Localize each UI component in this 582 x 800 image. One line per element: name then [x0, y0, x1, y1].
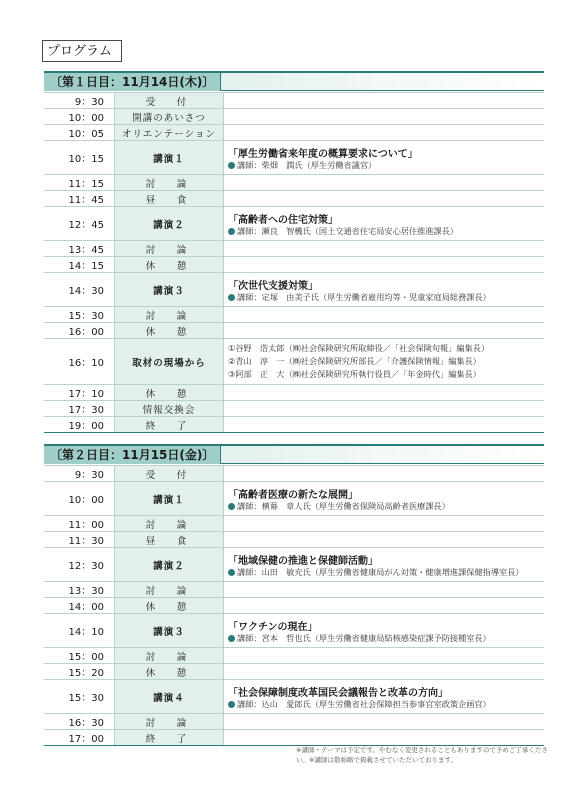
- schedule-row: [44, 547, 544, 581]
- row-detail: [224, 93, 544, 108]
- row-time: 9：30: [74, 470, 104, 481]
- row-detail: [224, 664, 544, 679]
- row-time: 11：00: [68, 520, 104, 531]
- day2-header-label: 〔第２日目：11月15日(金)〕: [44, 446, 221, 464]
- row-time: 11：15: [68, 179, 104, 190]
- row-label: オリエンテーション: [114, 125, 224, 140]
- page-title: プログラム: [42, 40, 122, 62]
- schedule-row: [44, 613, 544, 647]
- row-label: 講演２: [114, 548, 224, 581]
- speaker-line: [228, 501, 544, 512]
- row-time: 14：00: [68, 602, 104, 613]
- bullet-dot-icon: [228, 503, 235, 510]
- row-detail: [224, 714, 544, 729]
- speaker-line: [228, 292, 544, 303]
- row-time: 9：30: [74, 97, 104, 108]
- schedule-row: [44, 322, 544, 338]
- row-time: 19：00: [68, 421, 104, 432]
- speaker-line: [228, 699, 544, 710]
- speaker-text: 講師：瀬良 智機氏（国土交通省住宅局安心居住推進課長）: [237, 225, 459, 236]
- schedule-row: [44, 124, 544, 140]
- bullet-dot-icon: [228, 162, 235, 169]
- schedule-row: [44, 338, 544, 384]
- row-time: 14：30: [68, 286, 104, 297]
- lecture-title: 「社会保障制度改革国民会議報告と改革の方向」: [228, 687, 448, 699]
- bullet-dot-icon: [228, 569, 235, 576]
- row-label: 昼 食: [114, 532, 224, 547]
- row-label: 討 論: [114, 582, 224, 597]
- lecture-title: 「厚生労働省来年度の概算要求について」: [228, 148, 418, 160]
- row-label: 討 論: [114, 714, 224, 729]
- speaker-line: [228, 633, 544, 644]
- bullet-dot-icon: [228, 635, 235, 642]
- schedule-row: [44, 481, 544, 515]
- bullet-dot-icon: [228, 294, 235, 301]
- row-detail: [224, 417, 544, 432]
- row-time: 15：00: [68, 652, 104, 663]
- schedule-row: [44, 416, 544, 432]
- row-detail: [224, 532, 544, 547]
- row-label: 講演４: [114, 680, 224, 713]
- row-time: 13：30: [68, 586, 104, 597]
- row-label: 討 論: [114, 175, 224, 190]
- panelist: ③阿部 正 大（㈱社会保険研究所執行役員／「年金時代」編集長）: [228, 369, 481, 379]
- row-detail: [224, 466, 544, 481]
- row-detail: [224, 598, 544, 613]
- row-detail: [224, 516, 544, 531]
- row-detail: [224, 141, 544, 174]
- row-time: 17：10: [68, 389, 104, 400]
- row-time: 10：00: [68, 495, 104, 506]
- schedule-row: [44, 465, 544, 481]
- speaker-line: [228, 160, 544, 171]
- row-time: 13：45: [68, 245, 104, 256]
- row-label: 終 了: [114, 730, 224, 745]
- lecture-title: 「ワクチンの現在」: [228, 621, 318, 633]
- panelist: ②青山 淳 一（㈱社会保険研究所部長／「介護保険情報」編集長）: [228, 356, 481, 366]
- row-detail: [224, 385, 544, 400]
- schedule-row: [44, 92, 544, 108]
- row-time: 15：30: [68, 693, 104, 704]
- row-detail: [224, 257, 544, 272]
- schedule-row: [44, 647, 544, 663]
- row-label: 休 憩: [114, 323, 224, 338]
- row-time: 14：10: [68, 627, 104, 638]
- row-label: 休 憩: [114, 598, 224, 613]
- bullet-dot-icon: [228, 701, 235, 708]
- row-time: 11：45: [68, 195, 104, 206]
- row-detail: [224, 680, 544, 713]
- schedule-row: [44, 174, 544, 190]
- row-time: 10：05: [68, 129, 104, 140]
- row-detail: [224, 207, 544, 240]
- row-time: 14：15: [68, 261, 104, 272]
- schedule-row: [44, 140, 544, 174]
- schedule-row: [44, 729, 544, 745]
- row-time: 10：15: [68, 154, 104, 165]
- row-label: 講演３: [114, 614, 224, 647]
- row-time: 11：30: [68, 536, 104, 547]
- panelist: ①谷野 浩太郎（㈱社会保険研究所取締役／「社会保険旬報」編集長）: [228, 343, 490, 353]
- schedule-row: [44, 400, 544, 416]
- schedule-row: [44, 597, 544, 613]
- bullet-dot-icon: [228, 228, 235, 235]
- row-label: 講演３: [114, 273, 224, 306]
- row-time: 17：30: [68, 405, 104, 416]
- speaker-line: [228, 226, 544, 237]
- speaker-text: 講師：定塚 由美子氏（厚生労働省雇用均等・児童家庭局総務課長）: [237, 291, 491, 302]
- row-label: 講演２: [114, 207, 224, 240]
- schedule-row: [44, 240, 544, 256]
- row-label: 開講のあいさつ: [114, 109, 224, 124]
- row-label: 討 論: [114, 648, 224, 663]
- row-time: 12：45: [68, 220, 104, 231]
- row-detail: [224, 175, 544, 190]
- speaker-text: 講師：宮本 哲也氏（厚生労働省健康局結核感染症課予防接種室長）: [237, 632, 491, 643]
- row-time: 16：30: [68, 718, 104, 729]
- row-detail: [224, 582, 544, 597]
- row-detail: [224, 548, 544, 581]
- row-detail: [224, 191, 544, 206]
- row-label: 休 憩: [114, 257, 224, 272]
- row-detail: [224, 648, 544, 663]
- row-detail: [224, 614, 544, 647]
- row-label: 取材の現場から: [114, 339, 224, 384]
- row-detail: [224, 125, 544, 140]
- row-time: 15：30: [68, 311, 104, 322]
- day1-header: [44, 71, 544, 91]
- day2-schedule: [44, 465, 544, 746]
- row-detail: [224, 401, 544, 416]
- row-time: 15：20: [68, 668, 104, 679]
- schedule-row: [44, 713, 544, 729]
- row-label: 講演１: [114, 482, 224, 515]
- schedule-row: [44, 581, 544, 597]
- speaker-text: 講師：横幕 章人氏（厚生労働省保険局高齢者医療課長）: [237, 500, 450, 511]
- row-detail: [224, 730, 544, 745]
- row-detail: [224, 273, 544, 306]
- day2-header: [44, 444, 544, 464]
- row-label: 昼 食: [114, 191, 224, 206]
- row-label: 討 論: [114, 516, 224, 531]
- row-label: 講演１: [114, 141, 224, 174]
- row-label: 受 付: [114, 93, 224, 108]
- row-time: 12：30: [68, 561, 104, 572]
- lecture-title: 「高齢者医療の新たな展開」: [228, 489, 358, 501]
- schedule-row: [44, 108, 544, 124]
- row-label: 討 論: [114, 241, 224, 256]
- speaker-text: 講師：込山 愛郎氏（厚生労働省社会保障担当参事官室政策企画官）: [237, 698, 491, 709]
- row-label: 討 論: [114, 307, 224, 322]
- row-time: 10：00: [68, 113, 104, 124]
- schedule-row: [44, 206, 544, 240]
- row-label: 受 付: [114, 466, 224, 481]
- lecture-title: 「高齢者への住宅対策」: [228, 214, 338, 226]
- row-label: 終 了: [114, 417, 224, 432]
- row-detail: [224, 307, 544, 322]
- row-detail: [224, 482, 544, 515]
- row-label: 休 憩: [114, 664, 224, 679]
- row-detail: [224, 241, 544, 256]
- schedule-row: [44, 515, 544, 531]
- schedule-row: [44, 306, 544, 322]
- row-time: 17：00: [68, 734, 104, 745]
- schedule-row: [44, 679, 544, 713]
- row-time: 16：10: [68, 358, 104, 369]
- row-detail: [224, 109, 544, 124]
- row-detail: [224, 339, 544, 384]
- schedule-row: [44, 272, 544, 306]
- speaker-text: 講師：山田 敏充氏（厚生労働省健康局がん対策・健康増進課保健指導室長）: [237, 566, 524, 577]
- lecture-title: 「地域保健の推進と保健師活動」: [228, 555, 378, 567]
- schedule-row: [44, 384, 544, 400]
- row-label: 休 憩: [114, 385, 224, 400]
- speaker-text: 講師：柴畑 潤氏（厚生労働省議官）: [237, 159, 377, 170]
- row-detail: [224, 323, 544, 338]
- lecture-title: 「次世代支援対策」: [228, 280, 318, 292]
- schedule-row: [44, 256, 544, 272]
- schedule-row: [44, 531, 544, 547]
- footnote: ※講師・テーマは予定です。やむなく変更されることもありますので予めご了承ください。※講師は敬称略で掲載させていただいております。: [296, 746, 548, 764]
- day1-schedule: [44, 92, 544, 433]
- speaker-line: [228, 567, 544, 578]
- row-label: 情報交換会: [114, 401, 224, 416]
- day1-header-label: 〔第１日目：11月14日(木)〕: [44, 73, 221, 91]
- schedule-row: [44, 663, 544, 679]
- row-time: 16：00: [68, 327, 104, 338]
- schedule-row: [44, 190, 544, 206]
